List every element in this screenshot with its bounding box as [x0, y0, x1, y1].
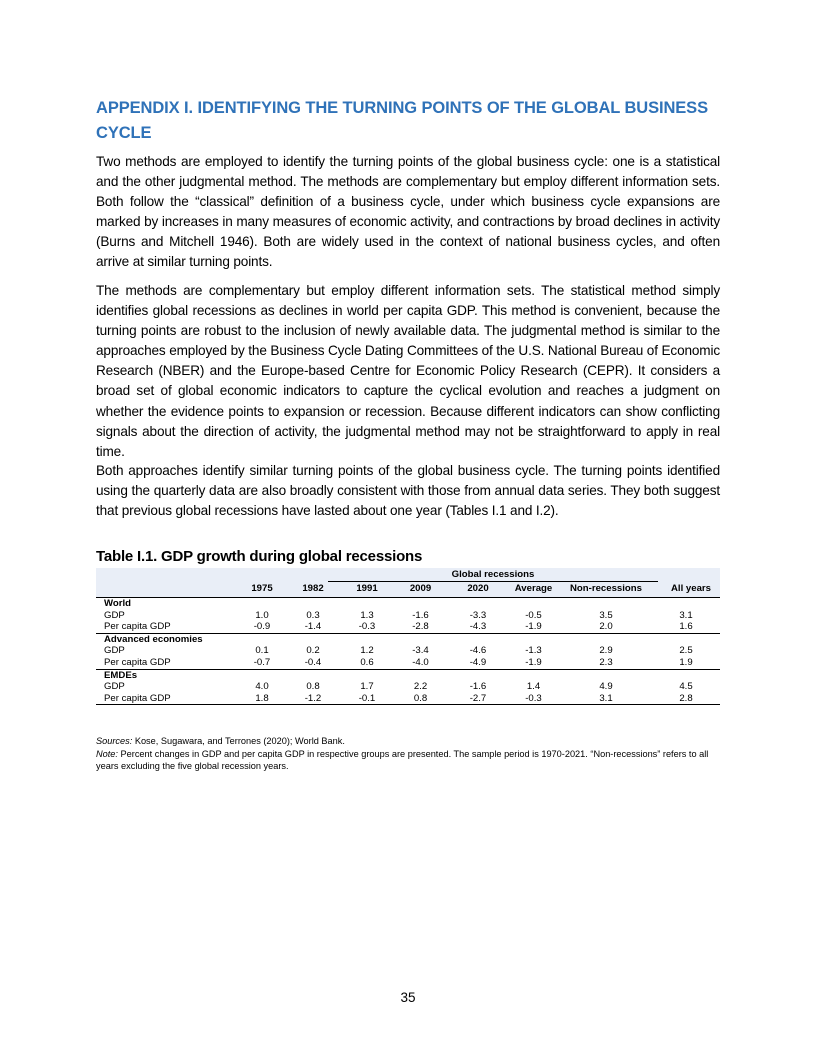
table-cell: 2.5	[679, 645, 693, 657]
column-header-row	[96, 583, 720, 597]
table-cell: -1.9	[525, 621, 542, 633]
table-cell: 0.2	[306, 645, 320, 657]
table-notes	[96, 735, 726, 773]
table-cell: -0.3	[358, 621, 376, 633]
group-label: World	[104, 598, 132, 609]
table-row	[96, 693, 720, 706]
table-cell: 2.9	[599, 645, 613, 657]
table-cell: 4.0	[255, 681, 269, 693]
col-header-1975: 1975	[251, 583, 273, 594]
table-cell: -1.9	[525, 656, 542, 668]
table-cell: 1.0	[255, 609, 269, 621]
group-header-global-recessions: Global recessions	[451, 569, 535, 580]
table-cell: 0.8	[413, 692, 428, 704]
table-row	[96, 681, 720, 693]
paragraph-3: Both approaches identify similar turning points of the global business cycle. The turning points identified using the quarterly data are also broadly consistent with those from annual data series. They both suggest that previous global recessions have lasted about one year (Tables I.1 and I.2).	[96, 463, 720, 519]
group-label: Advanced economies	[104, 633, 203, 645]
table-cell: 1.7	[360, 681, 374, 693]
group-row-emdes	[96, 669, 720, 682]
row-label: Per capita GDP	[104, 621, 171, 633]
table-cell: -3.4	[412, 645, 429, 657]
table-cell: 1.9	[679, 656, 693, 668]
table-cell: -4.0	[412, 656, 429, 668]
col-header-all-years: All years	[670, 583, 711, 594]
table-header	[96, 568, 720, 598]
table-cell: 2.0	[599, 621, 613, 633]
group-label: EMDEs	[104, 669, 138, 681]
table-cell: -1.6	[412, 609, 429, 621]
col-header-1991: 1991	[356, 583, 378, 594]
table-cell: 4.9	[599, 681, 613, 693]
table-cell: -0.7	[253, 656, 271, 668]
table-cell: -4.9	[469, 656, 487, 668]
table-cell: -1.6	[469, 681, 487, 693]
table-row	[96, 610, 720, 622]
paragraph-2: The methods are complementary but employ different information sets. The statistical method simply identifies global recessions as declines in world per capita GDP. This method is convenient, because the turning points are robust to the inclusion of newly available data. The judgmental method is similar to the approaches employed by the Business Cycle Dating Committees of the U.S. National Bureau of Economic Research (NBER) and the Europe-based Centre for Economic Policy Research (CEPR). It considers a broad set of global economic indicators to capture the cyclical evolution and reaches a judgment on whether the evidence points to expansion or recession. Because different indicators can show conflicting signals about the direction of activity, the judgmental method may not be straightforward to apply in real time.	[96, 283, 720, 459]
paragraph-1: Two methods are employed to identify the turning points of the global business cycle: one is a statistical and the other judgmental method. The methods are complementary but employ different information sets. Both follow the “classical” definition of a business cycle, under which business cycle expansions are marked by increases in many measures of economic activity, and contractions by broad declines in activity (Burns and Mitchell 1946). Both are widely used in the context of national business cycles, and often arrive at similar turning points.	[96, 154, 720, 270]
col-header-1982: 1982	[302, 583, 324, 594]
sources-text: Kose, Sugawara, and Terrones (2020); World Bank.	[132, 736, 345, 746]
table-cell: 1.8	[255, 692, 269, 704]
table-cell: 1.4	[526, 681, 541, 693]
table-cell: 3.1	[679, 609, 693, 621]
table-cell: -1.4	[304, 621, 322, 633]
table-cell: 3.1	[599, 692, 613, 704]
row-label: Per capita GDP	[104, 692, 171, 704]
note-label: Note:	[96, 748, 118, 759]
note-text: Percent changes in GDP and per capita GDP in respective groups are presented. The sample period is 1970-2021. “Non-recessions” refers to all years excluding the five global recession years.	[96, 748, 709, 772]
appendix-heading: APPENDIX I. IDENTIFYING THE TURNING POINTS OF THE GLOBAL BUSINESS CYCLE	[96, 99, 708, 142]
gdp-growth-table	[96, 568, 720, 705]
table-cell: 0.3	[306, 609, 320, 621]
table-cell: 1.2	[360, 645, 374, 657]
table-row	[96, 621, 720, 633]
col-header-non-recessions: Non-recessions	[570, 583, 642, 594]
col-header-2020: 2020	[467, 583, 489, 594]
table-cell: 4.5	[679, 681, 693, 693]
row-label: GDP	[104, 645, 125, 657]
table-cell: -4.3	[469, 621, 487, 633]
table-cell: -3.3	[469, 609, 487, 621]
table-cell: -0.9	[253, 621, 271, 633]
table-cell: -1.3	[525, 645, 542, 657]
table-cell: 0.8	[306, 681, 320, 693]
table-cell: 0.6	[360, 656, 374, 668]
table-cell: -1.2	[304, 692, 322, 704]
group-header-rule	[328, 581, 658, 582]
table-cell: 1.3	[360, 609, 374, 621]
row-label: GDP	[104, 609, 125, 621]
table-title: Table I.1. GDP growth during global recessions	[96, 548, 423, 565]
table-cell: -2.7	[469, 692, 487, 704]
table-cell: -0.3	[525, 692, 542, 704]
table-note	[96, 748, 726, 773]
table-cell: -0.1	[358, 692, 376, 704]
table-cell: -0.5	[525, 609, 542, 621]
table-sources	[96, 735, 726, 748]
table-cell: 1.6	[679, 621, 693, 633]
table-cell: 2.8	[679, 692, 693, 704]
col-header-average: Average	[514, 583, 553, 594]
table-row	[96, 645, 720, 657]
page-number: 35	[400, 990, 416, 1005]
table-cell: 2.3	[599, 656, 613, 668]
row-label: Per capita GDP	[104, 656, 171, 668]
row-label: GDP	[104, 681, 125, 693]
group-row-advanced-economies	[96, 633, 720, 646]
table-cell: 2.2	[413, 681, 428, 693]
table-row	[96, 657, 720, 669]
table-cell: -2.8	[412, 621, 429, 633]
table-cell: -4.6	[469, 645, 487, 657]
table-cell: 0.1	[255, 645, 269, 657]
table-cell: 3.5	[599, 609, 613, 621]
table-cell: -0.4	[304, 656, 322, 668]
group-row-world	[96, 598, 720, 610]
col-header-2009: 2009	[409, 583, 432, 594]
sources-label: Sources:	[96, 736, 133, 746]
